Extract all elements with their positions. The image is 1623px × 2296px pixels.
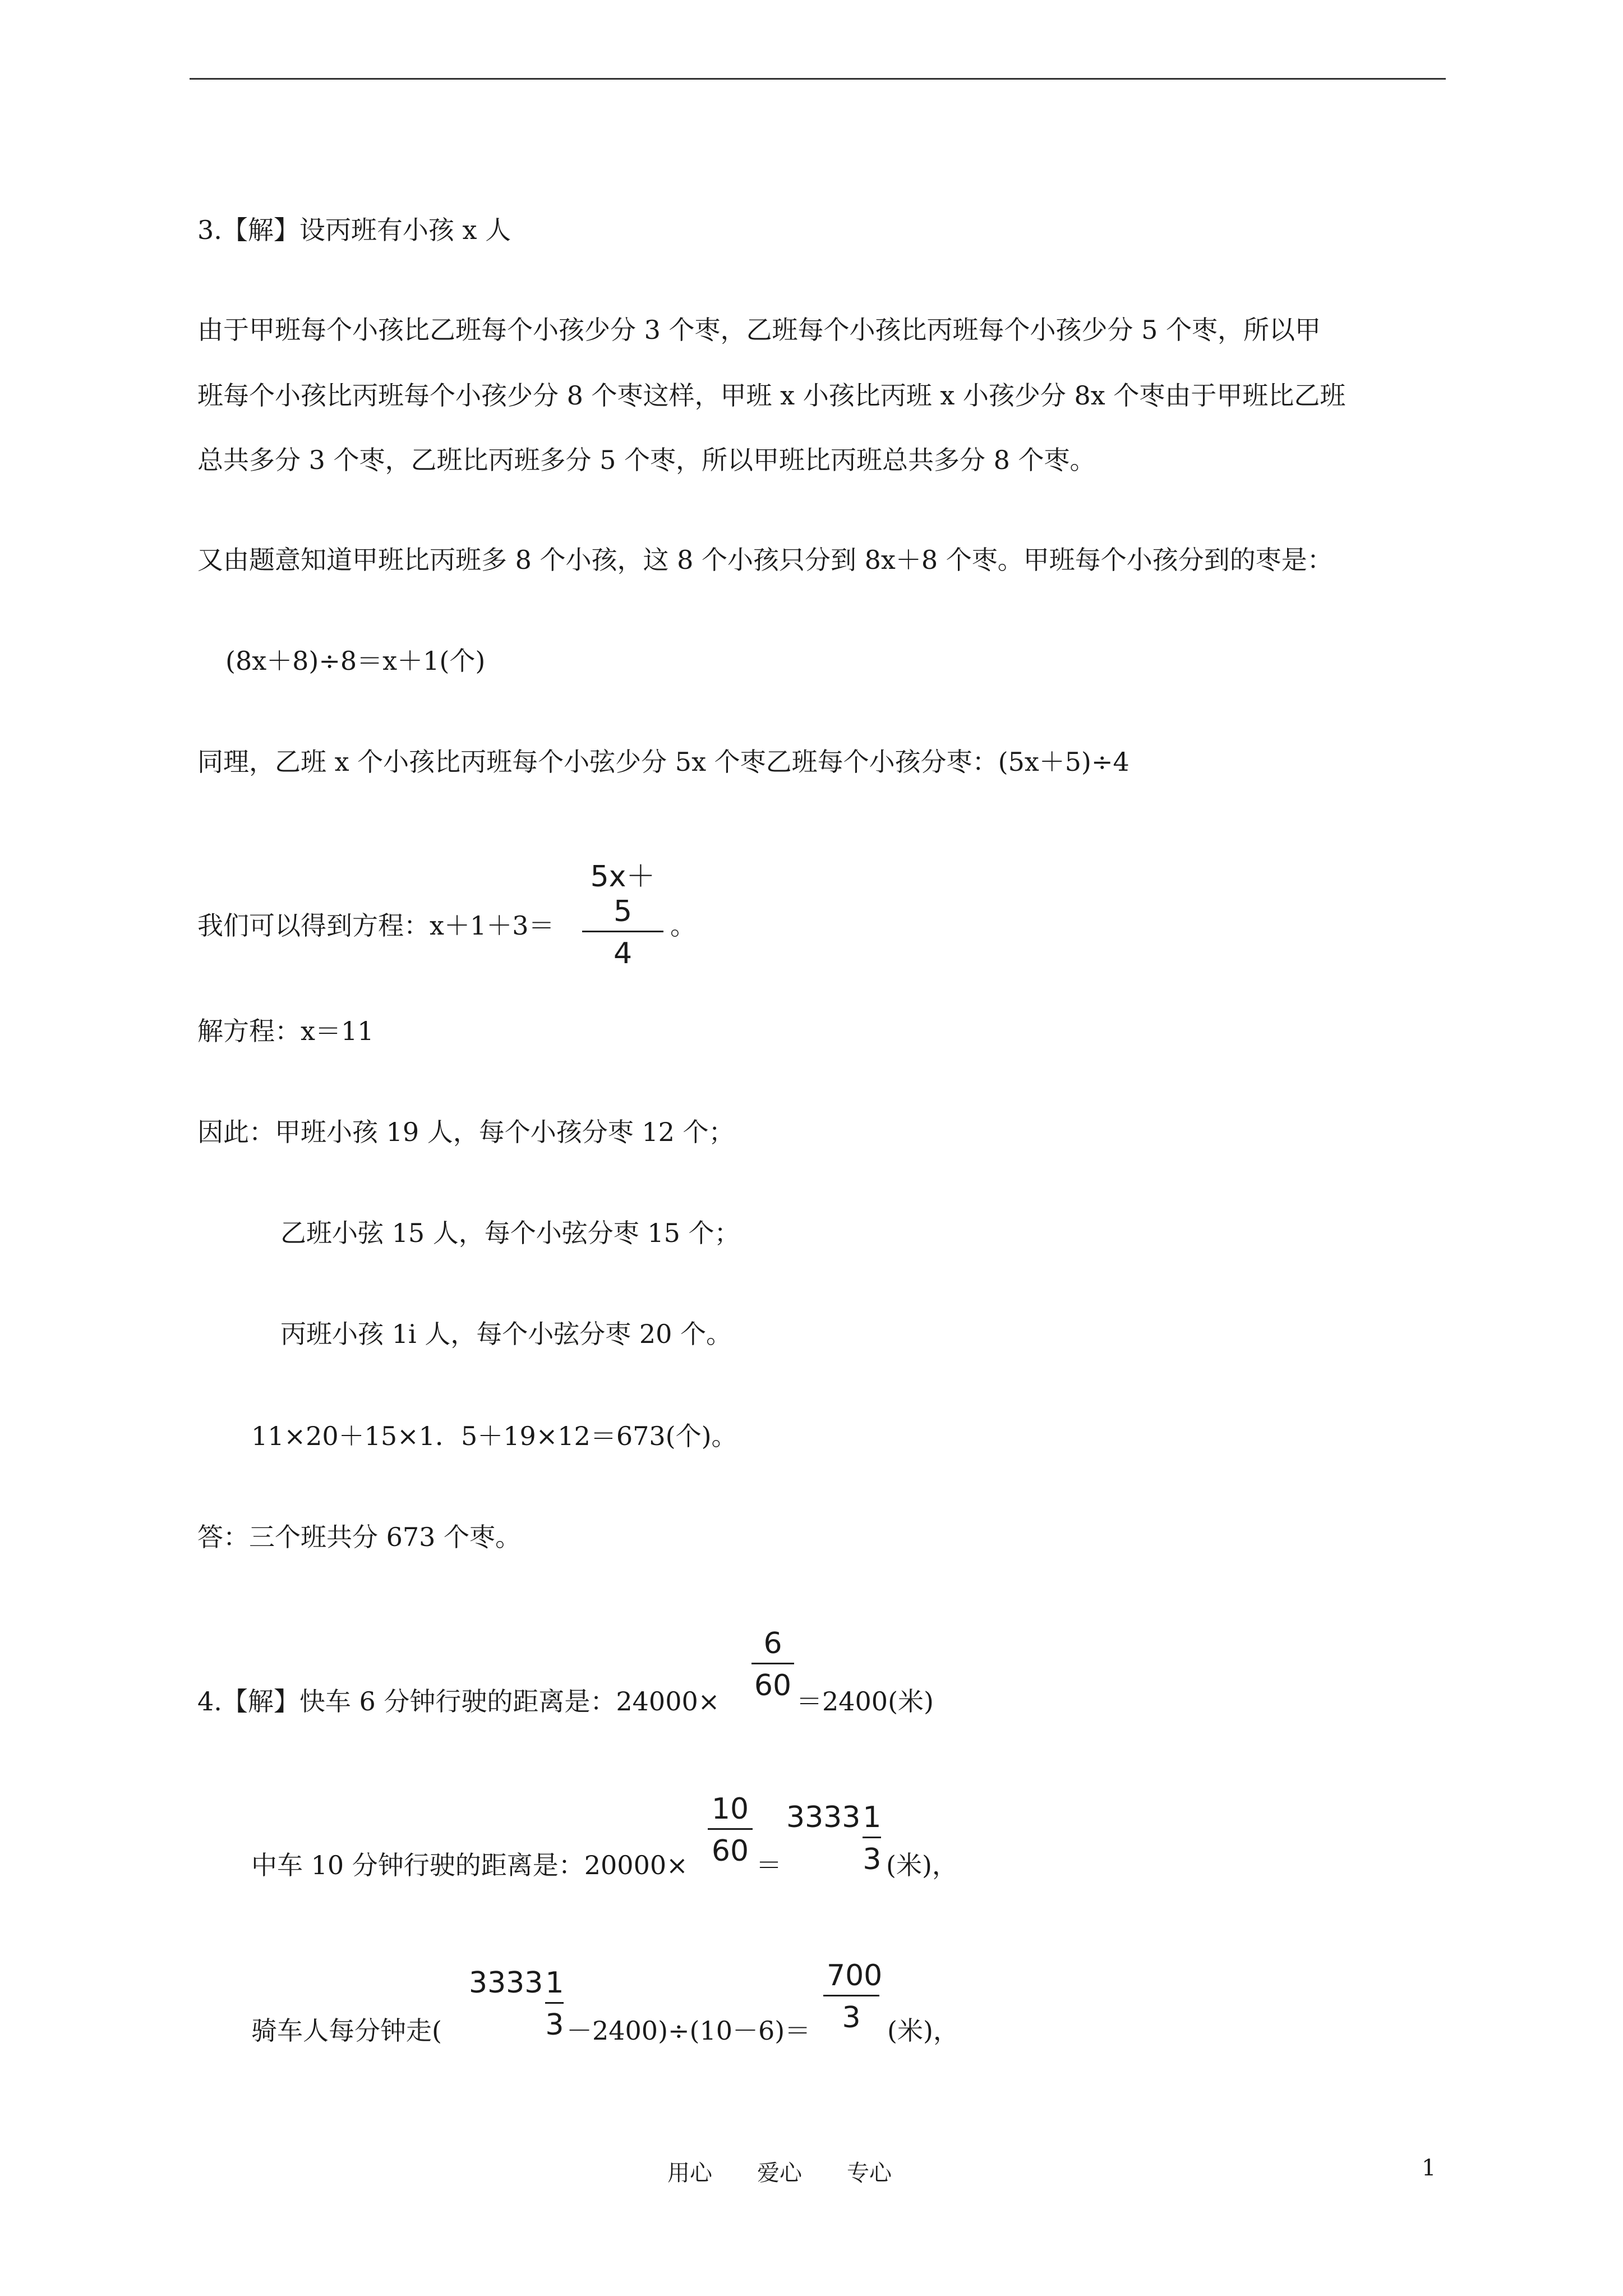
fraction-numerator: 10 — [711, 1792, 749, 1826]
fraction-numerator: 5x＋5 — [590, 860, 656, 928]
q3-equation2-suffix: 。 — [670, 910, 696, 941]
q4-line2-mixed-number — [786, 1801, 881, 1876]
mixed-whole: 3333 — [469, 1966, 543, 2000]
q3-calculation: 11×20＋15×1．5＋19×12＝673(个)。 — [251, 1421, 737, 1451]
q3-equation1: (8x＋8)÷8＝x＋1(个) — [225, 646, 486, 676]
q3-para1-line2: 班每个小孩比丙班每个小孩少分 8 个枣这样，甲班 x 小孩比丙班 x 小孩少分 8x 个枣由于甲班比乙班 — [197, 380, 1346, 411]
mixed-numerator: 1 — [545, 1966, 564, 2000]
q3-para3: 同理，乙班 x 个小孩比丙班每个小弦少分 5x 个枣乙班每个小孩分枣：(5x＋5)÷4 — [197, 747, 1129, 777]
q4-line3-prefix: 骑车人每分钟走( — [251, 2016, 442, 2046]
fraction-numerator: 6 — [763, 1627, 782, 1660]
q3-para1-line1: 由于甲班每个小孩比乙班每个小孩少分 3 个枣，乙班每个小孩比丙班每个小孩少分 5 个枣，所以甲 — [197, 315, 1321, 345]
fraction-denominator: 3 — [842, 2001, 861, 2035]
q3-therefore-line1: 因此：甲班小孩 19 人，每个小孩分枣 12 个； — [197, 1117, 735, 1147]
mixed-numerator: 1 — [863, 1801, 882, 1834]
mixed-fraction — [863, 1801, 881, 1876]
q3-para2: 又由题意知道甲班比丙班多 8 个小孩，这 8 个小孩只分到 8x＋8 个枣。甲班每个小孩分到的枣是： — [197, 545, 1333, 575]
q3-para1-line3: 总共多分 3 个枣，乙班比丙班多分 5 个枣，所以甲班比丙班总共多分 8 个枣。 — [197, 445, 1096, 475]
mixed-fraction — [545, 1966, 564, 2042]
q4-line2-fraction — [708, 1792, 753, 1868]
fraction-denominator: 4 — [613, 937, 633, 970]
fraction-numerator: 700 — [827, 1959, 883, 1993]
q4-line1-fraction — [751, 1627, 794, 1703]
q4-line3-mixed-number — [469, 1966, 564, 2042]
q3-heading: 3.【解】设丙班有小孩 x 人 — [197, 215, 511, 245]
q3-answer: 答：三个班共分 673 个枣。 — [197, 1522, 522, 1552]
q3-solve: 解方程：x＝11 — [197, 1016, 374, 1046]
q4-line2-prefix: 中车 10 分钟行驶的距离是：20000× — [251, 1850, 688, 1880]
q4-line3-fraction — [823, 1959, 883, 2035]
fraction-denominator: 60 — [711, 1834, 749, 1868]
q4-line2-suffix: (米)， — [886, 1850, 958, 1880]
page-number: 1 — [1422, 2155, 1436, 2181]
mixed-whole: 3333 — [786, 1801, 861, 1834]
mixed-denominator: 3 — [863, 1843, 882, 1876]
fraction-denominator: 60 — [754, 1669, 792, 1703]
q4-line1-suffix: ＝2400(米) — [796, 1686, 934, 1717]
q3-therefore-line2: 乙班小弦 15 人，每个小弦分枣 15 个； — [280, 1218, 740, 1248]
q3-therefore-line3: 丙班小孩 1i 人，每个小弦分枣 20 个。 — [280, 1319, 732, 1349]
header-rule — [190, 78, 1446, 80]
q4-line2-equals: ＝ — [756, 1850, 782, 1880]
q4-line3-suffix: (米)， — [887, 2016, 959, 2046]
mixed-denominator: 3 — [545, 2008, 564, 2042]
q3-equation2-prefix: 我们可以得到方程：x＋1＋3＝ — [197, 910, 555, 941]
q4-line3-middle: －2400)÷(10－6)＝ — [566, 2016, 811, 2046]
q3-equation2-fraction — [582, 853, 663, 970]
footer-motto: 用心 爱心 专心 — [667, 2160, 892, 2186]
q4-line1-prefix: 4.【解】快车 6 分钟行驶的距离是：24000× — [197, 1686, 720, 1717]
